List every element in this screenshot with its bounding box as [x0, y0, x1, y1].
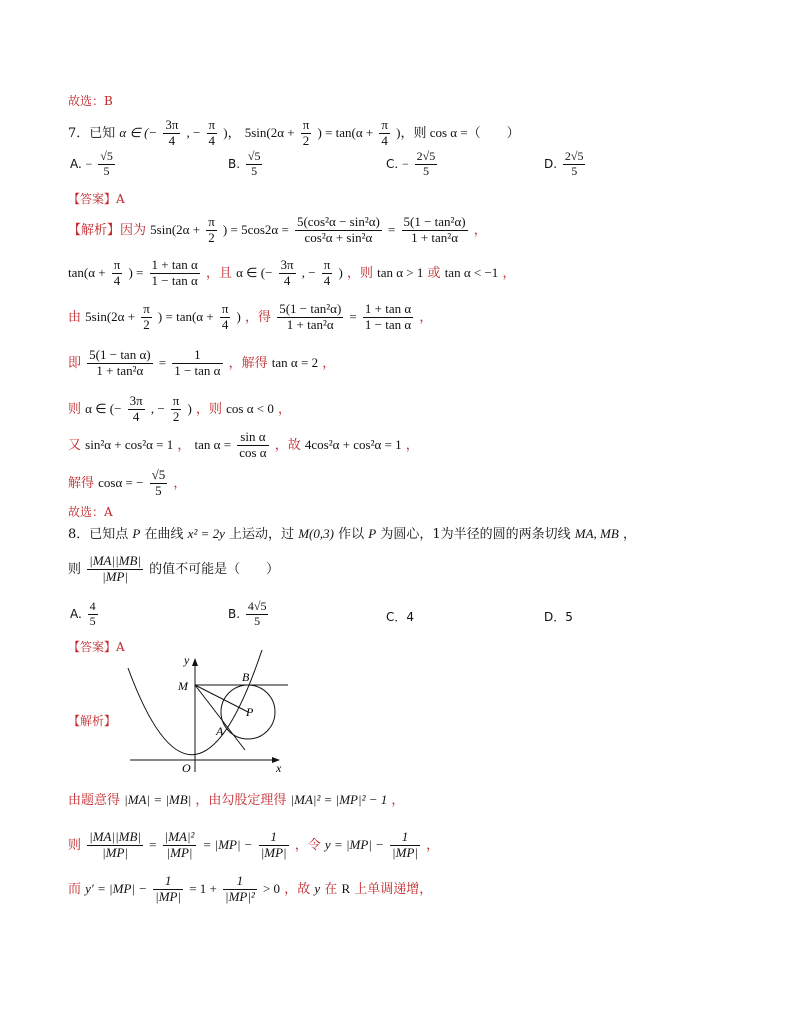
answer-label-q8: 【答案】A [68, 640, 125, 654]
s7-l7end: ， [173, 475, 187, 491]
s8-m2-frac2-den: |MP| [166, 844, 193, 860]
s8-m2-frac2-num: |MA|² [164, 829, 195, 844]
s7-l3eq: = [349, 308, 357, 324]
s7-l2b: ) = [128, 264, 144, 280]
s7-l5b: α ∈ (− [85, 400, 122, 416]
q8-option-a-label: A. [70, 606, 82, 621]
s7-l4a: 即 [68, 355, 82, 371]
solution-8-line-1 [68, 792, 404, 809]
s8-m2-frac3-den: |MP| [260, 844, 287, 860]
q8-frac-num: |MA||MB| [89, 553, 141, 568]
s7-l2-frac2-num: 1 + tan α [151, 257, 198, 272]
s7-l3-frac3-num: 5(1 − tan²α) [279, 301, 342, 316]
s7-l4-frac1-den: 1 + tan²α [96, 362, 144, 378]
q8-f: 作以 [338, 527, 365, 542]
s7-l4-frac1-num: 5(1 − tan α) [89, 347, 151, 362]
label-m: M [178, 679, 188, 693]
s7-l3d: ) [236, 308, 241, 324]
answer-choice-q6: 故选：B [68, 94, 113, 108]
s8-m2a: 则 [68, 837, 82, 853]
s8-m1d: |MA|² = |MP|² − 1 [290, 792, 388, 807]
s7-l1-frac1-den: 2 [208, 229, 215, 245]
s7-l7-frac1 [150, 468, 168, 499]
q8-g: 为圆心，1为半径的圆的两条切线 [380, 527, 571, 542]
s8-m3f: 在 [324, 881, 338, 897]
q7-number: 7．已知 [68, 125, 116, 141]
s8-m3-frac2 [223, 874, 257, 905]
s8-m2end: ， [426, 837, 440, 853]
q7-option-a[interactable] [70, 150, 117, 179]
q7-cond-b: )， [223, 124, 241, 140]
s7-l3-frac3 [277, 302, 343, 333]
q7-eq-c: )，则 cos α =（ ） [396, 124, 520, 140]
q8-option-d[interactable]: D．5 [544, 610, 573, 624]
solution-8-heading: 【解析】 [68, 714, 117, 728]
answer-label-q7: 【答案】A [68, 192, 125, 206]
s7-l1b: ) = 5cos2α = [222, 221, 289, 237]
q7-option-d[interactable] [544, 150, 587, 179]
q7-eq-a: 5sin(2α + [244, 124, 295, 140]
s7-l3-frac2-num: π [221, 301, 229, 316]
s8-m3-frac2-num: 1 [223, 874, 257, 890]
q8-k: 的值不可能是（ ） [149, 561, 280, 577]
s7-l2l: ， [502, 265, 516, 281]
label-x: x [276, 761, 282, 775]
s7-l5-frac1 [128, 394, 145, 425]
s7-l5d: ) [187, 400, 192, 416]
s7-l1-frac3-den: 1 + tan²α [411, 229, 458, 245]
q7-frac1-den: 4 [168, 132, 176, 148]
q7-option-b-den: 5 [251, 163, 258, 178]
s7-l7a: 解得 [68, 475, 95, 491]
s8-m3-frac1-den: |MP| [155, 888, 182, 904]
q8-option-a-frac [88, 600, 98, 629]
q7-frac4-num: π [381, 117, 388, 132]
s7-l1a: 5sin(2α + [150, 221, 201, 237]
q8-option-a[interactable] [70, 600, 100, 629]
q8-frac-den: |MP| [102, 568, 129, 584]
answer-choice-q7: 故选：A [68, 505, 113, 519]
solution-7-line-3 [68, 302, 432, 333]
q7-option-c-frac [415, 150, 438, 179]
s7-l2-frac3-num: 3π [280, 257, 294, 272]
s7-l2d: α ∈ (− [236, 264, 273, 280]
s7-l2-frac3 [279, 258, 296, 289]
label-p: P [246, 705, 254, 719]
s7-l5-frac2-den: 2 [172, 408, 180, 424]
solution-7-line-1 [68, 215, 487, 246]
s7-l3-frac4-den: 1 − tan α [364, 316, 412, 332]
q7-mid: , − [186, 124, 201, 140]
s7-l2c: ，且 [205, 265, 232, 281]
s7-l6end: ， [405, 437, 419, 453]
q8-option-a-den: 5 [89, 613, 96, 628]
s8-m2c: ，令 [294, 837, 321, 853]
s7-l3a: 由 [68, 309, 82, 325]
s8-m2d: y = |MP| − [324, 836, 384, 852]
solution-7-line-5 [68, 394, 291, 425]
tangent-circle-figure [120, 650, 295, 775]
q8-point-m: M(0,3) [298, 526, 334, 541]
s7-l5f: cos α < 0 [226, 400, 274, 416]
s7-l1-frac1-num: π [208, 214, 215, 229]
s7-l5c: , − [150, 400, 165, 416]
q7-option-d-frac [563, 150, 586, 179]
solution-8-line-3 [68, 874, 432, 905]
s7-l1-frac2-den: cos²α + sin²α [304, 229, 373, 245]
s8-m2-frac1-den: |MP| [102, 844, 129, 860]
q7-option-d-den: 5 [571, 163, 578, 178]
s8-m3y: y [314, 880, 321, 896]
s7-l2e: , − [301, 264, 316, 280]
q7-frac2-num: π [208, 117, 216, 132]
s8-m2-frac4-den: |MP| [392, 844, 418, 860]
s7-l1-frac3 [402, 215, 468, 246]
s7-l4b: ，解得 [228, 355, 268, 371]
q7-frac2 [207, 118, 218, 149]
s7-l2i: tan α > 1 [377, 264, 424, 280]
q7-frac1-num: 3π [165, 117, 179, 132]
s7-l4-frac2-num: 1 [172, 348, 222, 364]
q8-j: 则 [68, 561, 82, 577]
s7-l2-frac4-num: π [323, 257, 331, 272]
q7-option-b-frac [246, 150, 263, 179]
s7-l2-frac4 [322, 258, 333, 289]
s7-l5-frac2-num: π [172, 393, 180, 408]
s7-l7-frac1-num: √5 [151, 467, 166, 482]
s7-l2-frac3-den: 4 [283, 272, 291, 288]
q7-frac3-den: 2 [302, 132, 310, 148]
solution-7-heading: 【解析】因为 [68, 222, 147, 238]
s7-l6a: 又 [68, 437, 82, 453]
solution-7-line-6 [68, 430, 419, 461]
s7-l7-frac1-den: 5 [155, 482, 162, 498]
s7-l3end: ， [419, 309, 433, 325]
q7-frac1 [163, 118, 180, 149]
s7-l4eq: = [158, 354, 167, 370]
q8-d: 上运动，过 [229, 527, 295, 542]
s7-l4c: tan α = 2 [271, 354, 319, 370]
q7-option-a-num: √5 [100, 149, 113, 163]
s7-l4-frac1 [87, 348, 152, 379]
q7-option-d-label: D. [544, 156, 558, 171]
q7-frac2-den: 4 [208, 132, 216, 148]
s7-l2k: tan α < −1 [444, 264, 499, 280]
s8-m2-frac1-num: |MA||MB| [89, 829, 141, 844]
s7-l5-frac2 [171, 394, 182, 425]
q7-option-c-label: C. [386, 156, 399, 171]
s7-l2j: 或 [427, 265, 441, 281]
q7-option-b[interactable] [228, 150, 264, 179]
label-b: B [242, 670, 250, 684]
q8-b: 在曲线 [144, 527, 184, 542]
s7-l5-frac1-num: 3π [129, 393, 143, 408]
s7-l1eq: = [388, 221, 396, 237]
s7-l6f: 4cos²α + cos²α = 1 [304, 436, 402, 452]
s7-l2-frac1-num: π [113, 257, 121, 272]
s7-l6-frac1 [237, 430, 268, 461]
q7-option-c-sign: − [402, 156, 409, 171]
s7-l3-frac4 [363, 302, 413, 333]
s8-m3-frac1-num: 1 [153, 874, 183, 890]
s7-l5e: ，则 [196, 401, 223, 417]
q7-option-a-label: A. [70, 156, 82, 171]
s7-l5end: ， [278, 401, 292, 417]
q7-frac3-num: π [302, 117, 310, 132]
q8-option-a-num: 4 [89, 599, 96, 613]
s7-l5a: 则 [68, 401, 82, 417]
s7-l2-frac4-den: 4 [323, 272, 331, 288]
s8-m3d: > 0 [262, 880, 281, 896]
q8-p: P [132, 526, 141, 541]
question-7-stem [68, 118, 520, 149]
s7-l4end: ， [322, 355, 336, 371]
q7-option-a-frac [98, 150, 115, 179]
q7-frac3 [301, 118, 312, 149]
s8-m2-frac4-num: 1 [390, 830, 420, 846]
s7-l6-frac1-num: sin α [237, 430, 268, 446]
s8-m2eq: = [149, 836, 157, 852]
q7-option-d-num: 2√5 [564, 149, 584, 163]
s7-l3-frac1-den: 2 [143, 316, 150, 332]
s7-l3e: ，得 [245, 309, 272, 325]
s7-l4-frac2 [172, 348, 222, 379]
solution-7-line-2 [68, 258, 515, 289]
q7-frac4 [379, 118, 390, 149]
s7-l2h: ，则 [346, 265, 373, 281]
s7-l1-frac2 [295, 215, 382, 246]
q8-frac [87, 554, 143, 585]
q8-i: ， [622, 527, 636, 542]
s7-l6-frac1-den: cos α [239, 444, 267, 460]
s7-l3-frac2 [220, 302, 231, 333]
s7-l4-frac2-den: 1 − tan α [174, 362, 221, 378]
s7-l6e: ，故 [274, 437, 301, 453]
label-a: A [216, 724, 224, 738]
s7-l1-frac3-num: 5(1 − tan²α) [403, 214, 466, 229]
s8-m2-frac1 [87, 830, 143, 861]
label-o: O [182, 761, 191, 775]
s7-l3b: 5sin(2α + [85, 308, 136, 324]
s7-l1-frac2-num: 5(cos²α − sin²α) [296, 214, 380, 229]
q8-curve: x² = 2y [187, 526, 225, 541]
s7-l6b: sin²α + cos²α = 1 [85, 436, 174, 452]
s7-l3-frac4-num: 1 + tan α [364, 301, 412, 316]
s8-m1end: ， [391, 793, 405, 808]
s7-l2-frac1 [112, 258, 123, 289]
s8-m2-frac2 [163, 830, 197, 861]
q7-option-b-num: √5 [247, 149, 261, 163]
q8-option-b-label: B. [228, 606, 241, 621]
q8-a: 8．已知点 [68, 527, 129, 542]
solution-7-line-7 [68, 468, 186, 499]
q7-eq-b: ) = tan(α + [317, 124, 374, 140]
s8-m3g: 上单调递增， [354, 881, 433, 897]
s7-l2g: ) [338, 264, 343, 280]
question-8-stem [68, 526, 636, 543]
q7-cond-a: α ∈ (− [119, 124, 158, 140]
s7-l1end: ， [473, 222, 487, 238]
s7-l1-frac1 [206, 215, 217, 246]
s8-m2b: = |MP| − [202, 836, 253, 852]
s7-l3c: ) = tan(α + [157, 308, 214, 324]
s7-l7b: cosα = − [98, 474, 144, 490]
s8-m3c: = 1 + [189, 880, 217, 896]
q8-p2: P [368, 526, 377, 541]
s8-m2-frac3 [259, 830, 289, 861]
q8-tangents: MA, MB [574, 526, 619, 541]
solution-8-line-2 [68, 830, 439, 861]
q7-option-c-num: 2√5 [416, 149, 436, 163]
y-axis-arrow [192, 658, 198, 666]
q7-option-c[interactable] [386, 150, 439, 179]
s7-l2-frac1-den: 4 [113, 272, 121, 288]
s8-m3e: ，故 [284, 881, 311, 897]
s8-m1b: |MA| = |MB| [124, 792, 192, 807]
s8-m3-frac2-den: |MP|² [225, 888, 255, 904]
q7-option-a-sign: − [85, 156, 93, 171]
s7-l2-frac2-den: 1 − tan α [151, 272, 198, 288]
s7-l5-frac1-den: 4 [132, 408, 140, 424]
q8-option-b-frac [246, 600, 269, 629]
q7-option-a-den: 5 [103, 163, 110, 178]
s7-l3-frac1-num: π [143, 301, 150, 316]
s8-m1c: ，由勾股定理得 [195, 793, 287, 808]
line-ma [195, 685, 245, 750]
q8-option-b-den: 5 [254, 613, 261, 628]
s8-m3r: R [341, 880, 351, 896]
s7-l3-frac3-den: 1 + tan²α [286, 316, 334, 332]
q8-option-b-num: 4√5 [247, 599, 267, 613]
s7-l2a: tan(α + [68, 264, 106, 280]
s8-m3b: y′ = |MP| − [85, 880, 147, 896]
s8-m3a: 而 [68, 881, 82, 897]
s8-m1a: 由题意得 [68, 793, 121, 808]
q7-option-b-label: B. [228, 156, 241, 171]
q7-frac4-den: 4 [381, 132, 388, 148]
q7-option-c-den: 5 [422, 163, 429, 178]
s7-l2-frac2 [150, 258, 200, 289]
q8-option-b[interactable] [228, 600, 270, 629]
s8-m2-frac4 [390, 830, 420, 861]
s7-l3-frac1 [141, 302, 152, 333]
s8-m2-frac3-num: 1 [259, 830, 289, 846]
q8-option-c[interactable]: C．4 [386, 610, 415, 624]
s7-l6c: ， [177, 437, 191, 453]
s7-l3-frac2-den: 4 [221, 316, 229, 332]
label-y: y [184, 653, 190, 667]
solution-7-line-4 [68, 348, 335, 379]
question-8-stem-2 [68, 554, 279, 585]
s8-m3-frac1 [153, 874, 183, 905]
s7-l6d: tan α = [194, 436, 232, 452]
